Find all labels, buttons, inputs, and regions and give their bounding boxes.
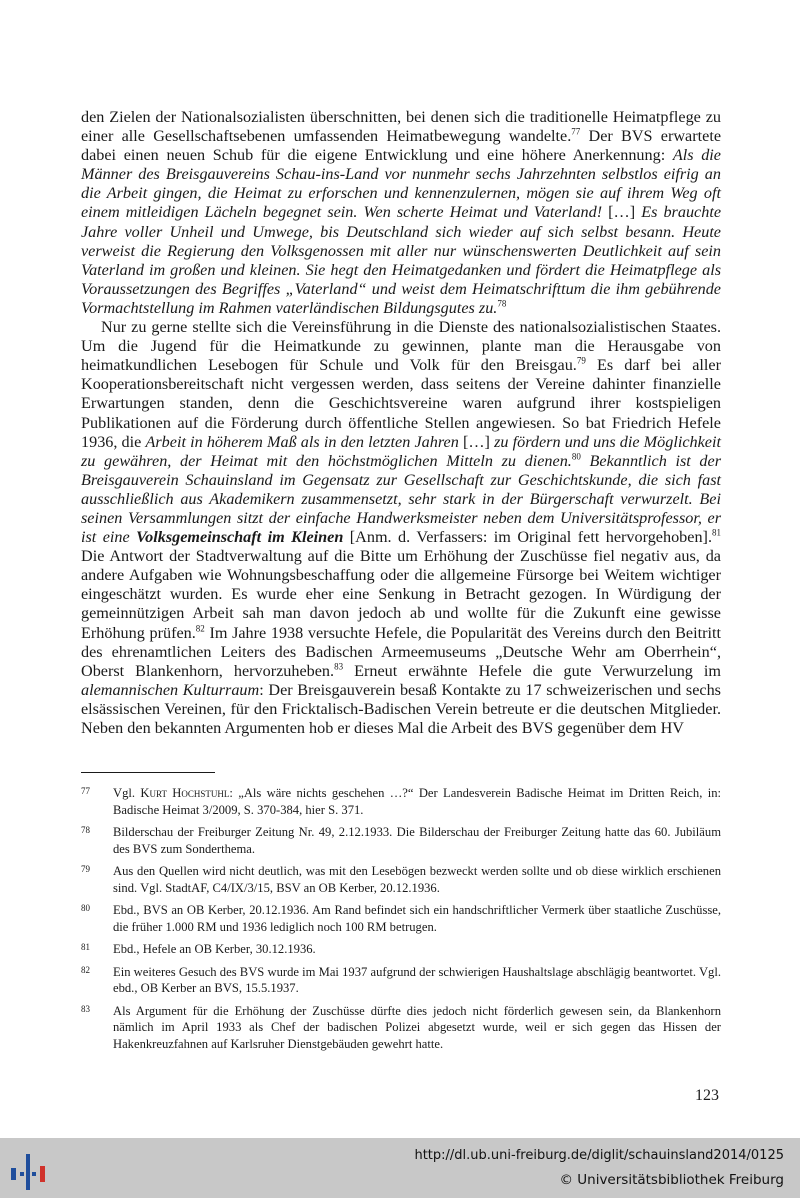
text-run: : Der Breisgauverein besaß Kontakte zu 17 schweizerischen und sechs elsässischen Vereinen, für den Fricktalisch-Badischen Verein betreute er die deutschen Mitglieder. Neben den bekannten Argumenten hob er dieses Mal die Arbeit des BVS gegenüber dem HV xyxy=(81,680,721,737)
source-url-link[interactable]: http://dl.ub.uni-freiburg.de/diglit/schauinsland2014/0125 xyxy=(414,1148,784,1163)
text-run: Die Antwort der Stadtverwaltung auf die Bitte um Erhöhung der Zuschüsse fiel negativ aus, da andere Aufgaben wie Wohnungsbeschaffung oder die allgemeine Fürsorge bei Weitem wichtiger eingeschätzt wurden. Es wurde eher eine Senkung in Betracht gezogen. In Würdigung der gemeinnützigen Arbeit sah man davon jedoch ab und wollte für die Zukunft eine gewisse Erhöhung prüfen. xyxy=(81,547,721,642)
footnote-ref-79: 79 xyxy=(576,355,586,366)
text-run: Der BVS erwartete dabei einen neuen Schub für die eigene Entwicklung und eine höhere Anerkennung: xyxy=(81,127,721,165)
main-text xyxy=(81,108,721,738)
text-run: […] xyxy=(458,432,495,451)
footer-bar xyxy=(0,1138,800,1198)
quote-bold: Volksgemeinschaft im Kleinen xyxy=(136,528,344,547)
footnote-text xyxy=(113,785,721,818)
footnote-text: Ein weiteres Gesuch des BVS wurde im Mai 1937 aufgrund der schwierigen Haushaltslage abschlägig beantwortet. Vgl. ebd., OB Kerber an BVS, 15.5.1937. xyxy=(113,964,721,995)
text-run: Vgl. xyxy=(113,786,141,800)
text-italic: alemannischen Kulturraum xyxy=(81,680,260,699)
footnote xyxy=(81,824,721,857)
footnote-ref-78: 78 xyxy=(497,298,507,309)
footnote xyxy=(81,964,721,997)
footnote-ref-83: 83 xyxy=(334,661,344,672)
footnote-text: Ebd., BVS an OB Kerber, 20.12.1936. Am Rand befindet sich ein handschriftlicher Vermerk über staatliche Zuschüsse, die früher 1.000 RM und 1936 lediglich noch 100 RM betrugen. xyxy=(113,903,721,934)
footnote-number: 79 xyxy=(81,864,90,874)
footnote-number: 83 xyxy=(81,1003,90,1014)
text-run: Im Jahre 1938 versuchte Hefele, die Popularität des Vereins durch den Beitritt des ehrenamtlichen Leiters des Badischen Armeemuseums „Deutsche Wehr am Oberrhein“, Oberst Blankenhorn, hervorzuheben. xyxy=(81,623,721,680)
footnote-divider xyxy=(81,772,215,773)
quote-italic: Es brauchte Jahre voller Unheil und Umwege, bis Deutschland sich wieder auf sich selbst besann. Heute verweist die Regierung den Volksgenossen mit aller nur wünschenswerten Deutlichkeit auf sein Vaterland im großen und kleinen. Sie hegt den Heimatgedanken und fördert die Heimatpflege als Voraussetzungen des Begriffes „Vaterland“ und weist dem Heimatschrifttum die ihm gebührende Vormachtstellung im Rahmen vaterländischen Bildungsgutes zu. xyxy=(81,203,721,317)
footnote xyxy=(81,1003,721,1053)
text-run: Erneut erwähnte Hefele die gute Verwurzelung im xyxy=(343,661,721,680)
footnote xyxy=(81,941,721,958)
footnote-number: 77 xyxy=(81,786,90,796)
footnote-number: 81 xyxy=(81,942,90,952)
footnote-number: 82 xyxy=(81,964,90,975)
footnote-ref-77: 77 xyxy=(571,126,581,137)
quote-italic: zu fördern und uns die Möglichkeit zu gewähren, der Heimat mit den höchstmöglichen Mitteln zu dienen. xyxy=(81,432,721,470)
text-run: Nur zu gerne stellte sich die Vereinsführung in die Dienste des nationalsozialistischen Staates. Um die Jugend für die Heimatkunde zu gewinnen, plante man die Herausgabe von heimatkundlichen Lesebogen für Schule und Volk für den Breisgau. xyxy=(81,318,721,375)
text-run: Es darf bei aller Kooperationsbereitschaft nicht vergessen werden, dass seitens der Vereine dahinter finanzielle Erwartungen standen, denn die Geschichtsvereine waren aufgrund ihrer kostspieligen Publikationen auf die Förderung durch öffentliche Stellen angewiesen. So bat Friedrich Hefele 1936, die xyxy=(81,356,721,451)
footnote-text: Ebd., Hefele an OB Kerber, 30.12.1936. xyxy=(113,942,316,956)
footnote xyxy=(81,863,721,896)
quote-italic: Bekanntlich ist der Breisgauverein Schauinsland im Gegensatz zur Gesellschaft zur Geschichtskunde, die sich fast ausschließlich aus Akademikern zusammensetzt, sehr stark in der Bürgerschaft verwurzelt. Bei seinen Versammlungen sitzt der einfache Handwerksmeister neben dem Universitätsprofessor, er ist eine xyxy=(81,451,721,547)
footnote-text: Bilderschau der Freiburger Zeitung Nr. 49, 2.12.1933. Die Bilderschau der Freiburger Zeitung hatte das 60. Jubiläum des BVS zum Sonderthema. xyxy=(113,825,721,856)
footnote-ref-80: 80 xyxy=(571,451,581,462)
text-run: : „Als wäre nichts geschehen …?“ Der Landesverein Badische Heimat im Dritten Reich, in: Badische Heimat 3/2009, S. 370-384, hier S. 371. xyxy=(113,786,721,817)
text-run: […] xyxy=(602,203,642,222)
footnote-text: Aus den Quellen wird nicht deutlich, was mit den Lesebögen bezweckt werden sollte und ob diese wirklich erschienen sind. Vgl. StadtAF, C4/IX/3/15, BSV an OB Kerber, 20.12.1936. xyxy=(113,864,721,895)
paragraph-2 xyxy=(81,318,721,738)
author-name: Kurt Hochstuhl xyxy=(140,786,230,800)
footnote-text: Als Argument für die Erhöhung der Zuschüsse dürfte dies jedoch nicht förderlich gewesen sein, da Blankenhorn nämlich im April 1933 als Chef der badischen Polizei abgesetzt wurde, weil er sich gegen das Hissen der Hakenkreuzfahnen auf Karlsruher Dienstgebäuden gewehrt hatte. xyxy=(113,1003,721,1051)
page-number: 123 xyxy=(695,1087,719,1104)
footnote xyxy=(81,785,721,818)
copyright-notice: © Universitätsbibliothek Freiburg xyxy=(559,1172,784,1188)
footnotes xyxy=(81,785,721,1058)
footnote-number: 78 xyxy=(81,825,90,835)
footnote-ref-82: 82 xyxy=(195,623,205,634)
footnote-number: 80 xyxy=(81,903,90,913)
footnote xyxy=(81,902,721,935)
footnote-ref-81: 81 xyxy=(712,527,721,538)
quote-italic: Als die Männer des Breisgauvereins Schau-ins-Land vor nunmehr sechs Jahrzehnten selbstlos eifrig an die Arbeit gingen, die Heimat zu erforschen und kennenzulernen, mögen sie auf ihrem Weg oft einem mitleidigen Lächeln begegnet sein. Wen scherte Heimat und Vaterland! xyxy=(81,146,721,222)
quote-italic: Arbeit in höherem Maß als in den letzten Jahren xyxy=(145,432,459,451)
paragraph-1 xyxy=(81,108,721,318)
ub-freiburg-logo-icon[interactable] xyxy=(8,1148,48,1192)
text-run: den Zielen der Nationalsozialisten überschnitten, bei denen sich die traditionelle Heimatpflege zu einer alle Gesellschaftsebenen umfassenden Heimatbewegung wandelte. xyxy=(81,108,721,146)
text-run: [Anm. d. Verfassers: im Original fett hervorgehoben]. xyxy=(343,528,712,547)
